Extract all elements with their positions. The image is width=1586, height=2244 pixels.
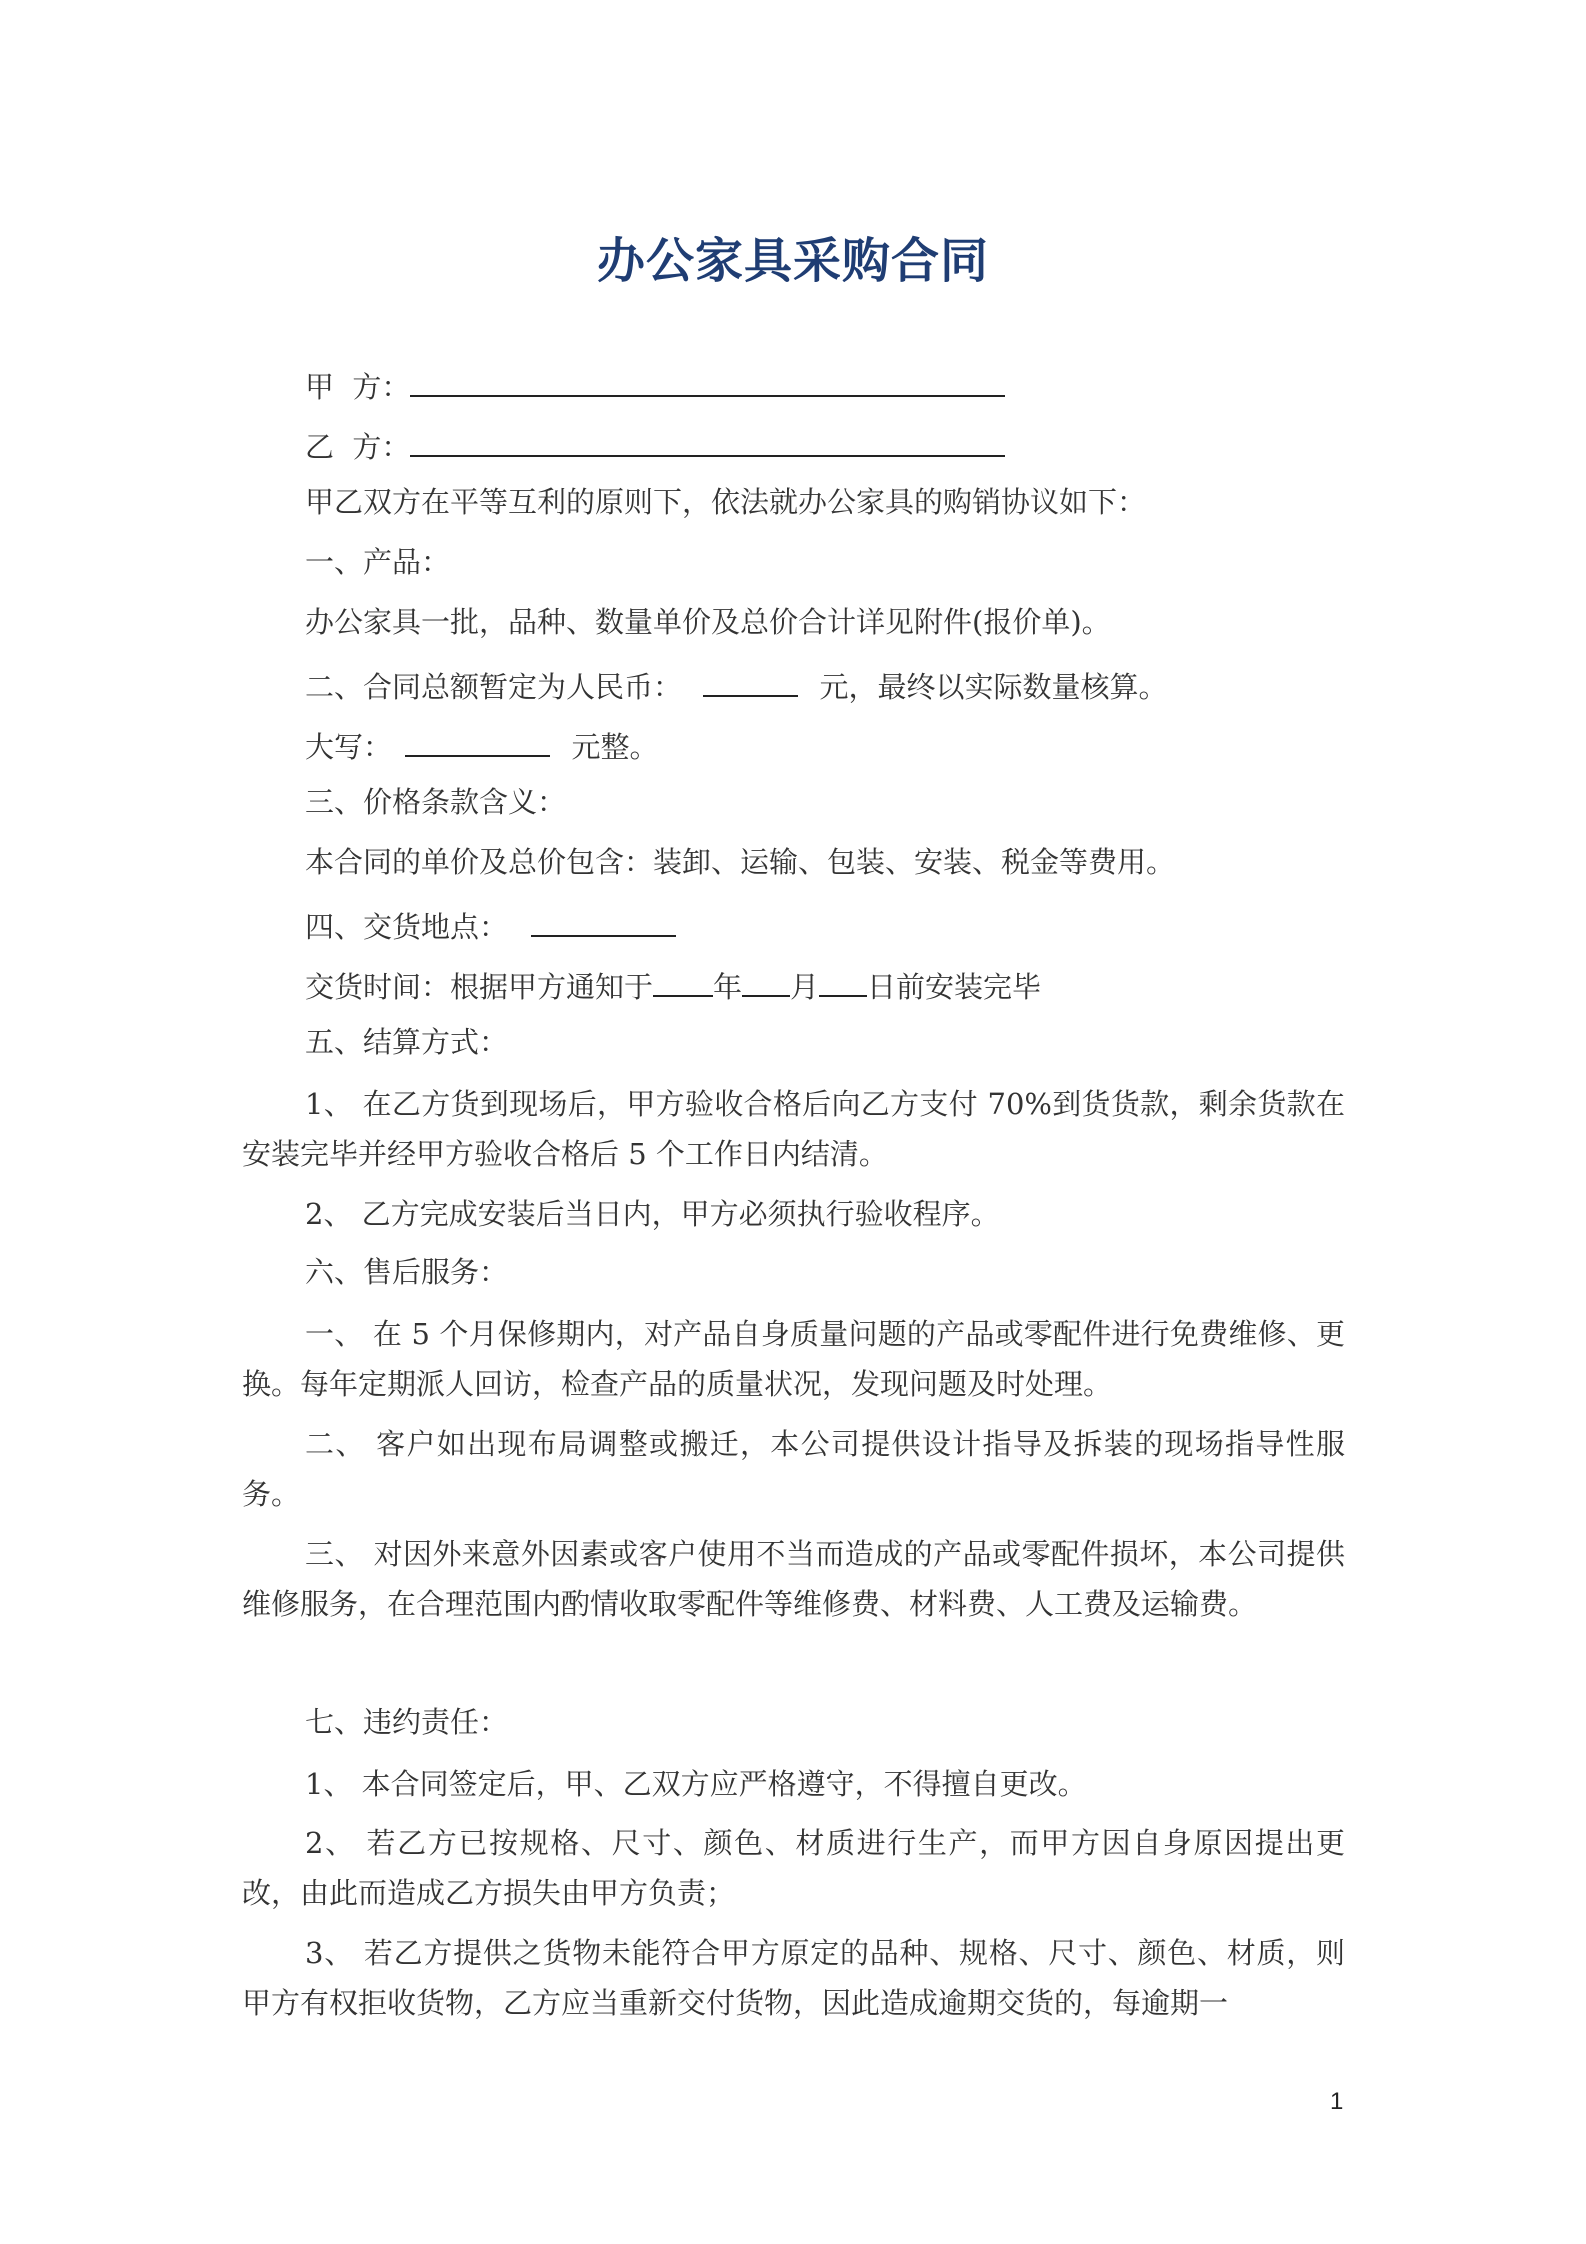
- daxie-label: 大写：: [305, 730, 393, 764]
- delivery-month-blank: [742, 965, 790, 997]
- section-1-text: 办公家具一批，品种、数量单价及总价合计详见附件(报价单)。: [305, 605, 1111, 639]
- daxie-suffix: 元整。: [571, 730, 659, 764]
- section-6-paragraph-1: 一、 在 5 个月保修期内，对产品自身质量问题的产品或零配件进行免费维修、更换。每年定期派人回访，检查产品的质量状况，发现问题及时处理。: [242, 1317, 1345, 1401]
- contract-total-label: 二、合同总额暂定为人民币：: [305, 670, 683, 704]
- section-6-paragraph-2: 二、 客户如出现布局调整或搬迁，本公司提供设计指导及拆装的现场指导性服务。: [242, 1427, 1345, 1511]
- party-b-line: [305, 425, 1005, 464]
- delivery-month-label: 月: [790, 970, 820, 1004]
- party-a-line: [305, 365, 1005, 404]
- delivery-place-blank: [531, 905, 676, 937]
- section-4-line: [305, 905, 676, 944]
- delivery-year-label: 年: [713, 970, 743, 1004]
- section-7-heading: 七、违约责任：: [305, 1705, 509, 1739]
- intro-line: 甲乙双方在平等互利的原则下，依法就办公家具的购销协议如下：: [305, 485, 1147, 519]
- section-7-paragraph-1: 1、 本合同签定后，甲、乙双方应严格遵守，不得擅自更改。: [305, 1767, 1087, 1801]
- party-a-label: 甲 方：: [305, 370, 411, 404]
- delivery-time-prefix: 交货时间：根据甲方通知于: [305, 970, 654, 1004]
- daxie-line: [305, 725, 658, 764]
- section-3-heading: 三、价格条款含义：: [305, 785, 567, 819]
- contract-total-suffix: 元，最终以实际数量核算。: [819, 670, 1168, 704]
- section-5-paragraph-2: 2、 乙方完成安装后当日内，甲方必须执行验收程序。: [305, 1197, 1000, 1231]
- section-2-line: [305, 665, 1167, 704]
- delivery-place-label: 四、交货地点：: [305, 910, 509, 944]
- document-title: 办公家具采购合同: [596, 233, 989, 289]
- delivery-time-line: [305, 965, 1041, 1004]
- page-number: 1: [1330, 2088, 1344, 2115]
- section-5-paragraph-1: 1、 在乙方货到现场后，甲方验收合格后向乙方支付 70%到货货款，剩余货款在安装完毕并经甲方验收合格后 5 个工作日内结清。: [242, 1087, 1345, 1171]
- delivery-time-suffix: 日前安装完毕: [867, 970, 1042, 1004]
- section-7-paragraph-2: 2、 若乙方已按规格、尺寸、颜色、材质进行生产，而甲方因自身原因提出更改，由此而造成乙方损失由甲方负责；: [242, 1826, 1345, 1910]
- section-7-paragraph-3: 3、 若乙方提供之货物未能符合甲方原定的品种、规格、尺寸、颜色、材质，则甲方有权拒收货物，乙方应当重新交付货物，因此造成逾期交货的，每逾期一: [242, 1936, 1345, 2020]
- party-b-blank: [410, 425, 1005, 457]
- section-3-text: 本合同的单价及总价包含：装卸、运输、包装、安装、税金等费用。: [305, 845, 1176, 879]
- delivery-day-blank: [819, 965, 867, 997]
- delivery-year-blank: [653, 965, 713, 997]
- section-5-heading: 五、结算方式：: [305, 1025, 509, 1059]
- section-1-heading: 一、产品：: [305, 545, 451, 579]
- contract-total-blank: [703, 665, 798, 697]
- party-b-label: 乙 方：: [305, 430, 411, 464]
- section-6-paragraph-3: 三、 对因外来意外因素或客户使用不当而造成的产品或零配件损坏，本公司提供维修服务，在合理范围内酌情收取零配件等维修费、材料费、人工费及运输费。: [242, 1537, 1345, 1621]
- daxie-blank: [405, 725, 550, 757]
- party-a-blank: [410, 365, 1005, 397]
- section-6-heading: 六、售后服务：: [305, 1255, 509, 1289]
